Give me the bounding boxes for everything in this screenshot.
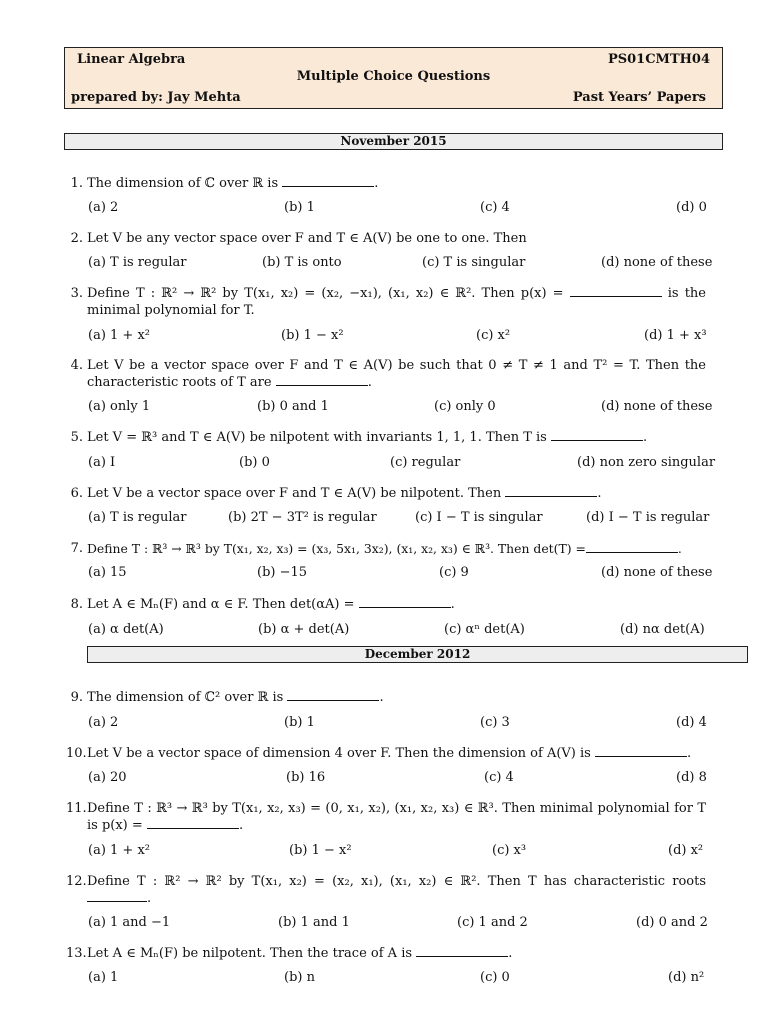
answer-blank bbox=[359, 596, 451, 608]
option-d: (d) none of these bbox=[601, 399, 713, 414]
option-a: (a) 2 bbox=[88, 200, 119, 215]
option-b: (b) 1 − x² bbox=[289, 843, 352, 858]
question-10: 10. Let V be a vector space of dimension 4 over F. Then the dimension of A(V) is . bbox=[66, 746, 692, 761]
option-d: (d) 4 bbox=[676, 715, 707, 730]
option-b: (b) α + det(A) bbox=[258, 622, 350, 637]
answer-blank bbox=[595, 745, 687, 757]
option-d: (d) 1 + x³ bbox=[644, 328, 707, 343]
option-b: (b) 0 bbox=[239, 455, 270, 470]
option-d: (d) non zero singular bbox=[577, 455, 716, 470]
option-d: (d) 0 and 2 bbox=[636, 915, 708, 930]
option-c: (c) 1 and 2 bbox=[457, 915, 528, 930]
option-c: (c) x² bbox=[476, 328, 511, 343]
question-4: 4. Let V be a vector space over F and T ∈ A(V) be such that 0 ≠ T ≠ 1 and T² = T. Then the characteristic roots of T are . bbox=[70, 358, 706, 390]
question-7: 7. Define T : ℝ³ → ℝ³ by T(x₁, x₂, x₃) = (x₃, 5x₁, 3x₂), (x₁, x₂, x₃) ∈ ℝ³. Then det(T) = . bbox=[70, 541, 682, 556]
option-c: (c) 0 bbox=[480, 970, 510, 985]
answer-blank bbox=[416, 945, 508, 957]
option-a: (a) 20 bbox=[88, 770, 127, 785]
option-c: (c) T is singular bbox=[422, 255, 526, 270]
question-9: 9. The dimension of ℂ² over ℝ is . bbox=[70, 690, 384, 705]
option-a: (a) 1 + x² bbox=[88, 843, 150, 858]
option-c: (c) I − T is singular bbox=[415, 510, 543, 525]
option-c: (c) 9 bbox=[439, 565, 469, 580]
source-line: Past Years’ Papers bbox=[572, 90, 706, 105]
course-code: PS01CMTH04 bbox=[607, 52, 710, 67]
option-b: (b) 1 and 1 bbox=[278, 915, 350, 930]
option-d: (d) x² bbox=[668, 843, 704, 858]
section-heading-december-2012: December 2012 bbox=[87, 646, 748, 663]
options-11 bbox=[88, 843, 706, 860]
option-b: (b) 1 − x² bbox=[281, 328, 344, 343]
question-8: 8. Let A ∈ Mₙ(F) and α ∈ F. Then det(αA) = . bbox=[70, 597, 455, 612]
author-line: prepared by: Jay Mehta bbox=[71, 90, 241, 105]
options-7 bbox=[88, 565, 713, 582]
option-a: (a) 2 bbox=[88, 715, 119, 730]
options-3 bbox=[88, 328, 706, 345]
question-5: 5. Let V = ℝ³ and T ∈ A(V) be nilpotent with invariants 1, 1, 1. Then T is . bbox=[70, 430, 648, 445]
option-c: (c) 4 bbox=[480, 200, 510, 215]
option-c: (c) αⁿ det(A) bbox=[444, 622, 525, 637]
course-title: Linear Algebra bbox=[77, 52, 186, 67]
option-b: (b) 16 bbox=[286, 770, 326, 785]
options-8 bbox=[88, 622, 706, 639]
option-a: (a) T is regular bbox=[88, 255, 187, 270]
option-b: (b) 0 and 1 bbox=[257, 399, 329, 414]
option-a: (a) α det(A) bbox=[88, 622, 164, 637]
option-d: (d) none of these bbox=[601, 255, 713, 270]
option-d: (d) none of these bbox=[601, 565, 713, 580]
answer-blank bbox=[282, 175, 374, 187]
question-12: 12. Define T : ℝ² → ℝ² by T(x₁, x₂) = (x₂, x₁), (x₁, x₂) ∈ ℝ². Then T has characteristic roots . bbox=[66, 874, 706, 906]
option-b: (b) 1 bbox=[284, 715, 315, 730]
option-d: (d) 0 bbox=[676, 200, 707, 215]
options-9 bbox=[88, 715, 706, 732]
option-b: (b) −15 bbox=[257, 565, 308, 580]
option-c: (c) 4 bbox=[484, 770, 514, 785]
option-a: (a) T is regular bbox=[88, 510, 187, 525]
answer-blank bbox=[147, 817, 239, 829]
document-title: Multiple Choice Questions bbox=[296, 69, 491, 84]
option-d: (d) nα det(A) bbox=[620, 622, 705, 637]
option-d: (d) 8 bbox=[676, 770, 707, 785]
option-c: (c) x³ bbox=[492, 843, 527, 858]
answer-blank bbox=[87, 890, 147, 902]
option-b: (b) 1 bbox=[284, 200, 315, 215]
options-1 bbox=[88, 200, 706, 217]
option-a: (a) only 1 bbox=[88, 399, 151, 414]
options-5 bbox=[88, 455, 716, 472]
options-2 bbox=[88, 255, 713, 272]
question-2: 2. Let V be any vector space over F and T ∈ A(V) be one to one. Then bbox=[70, 231, 527, 246]
option-b: (b) 2T − 3T² is regular bbox=[228, 510, 377, 525]
options-12 bbox=[88, 915, 706, 932]
question-11: 11. Define T : ℝ³ → ℝ³ by T(x₁, x₂, x₃) = (0, x₁, x₂), (x₁, x₂, x₃) ∈ ℝ³. Then minimal polynomial for T is p(x) = . bbox=[66, 801, 706, 833]
question-3: 3. Define T : ℝ² → ℝ² by T(x₁, x₂) = (x₂, −x₁), (x₁, x₂) ∈ ℝ². Then p(x) = is the minimal polynomial for T. bbox=[70, 286, 706, 318]
question-1: 1. The dimension of ℂ over ℝ is . bbox=[70, 176, 379, 191]
question-13: 13. Let A ∈ Mₙ(F) be nilpotent. Then the trace of A is . bbox=[66, 946, 513, 961]
option-c: (c) only 0 bbox=[434, 399, 496, 414]
option-a: (a) 1 and −1 bbox=[88, 915, 171, 930]
section-heading-november-2015: November 2015 bbox=[64, 133, 723, 150]
options-4 bbox=[88, 399, 713, 416]
options-6 bbox=[88, 510, 710, 527]
question-6: 6. Let V be a vector space over F and T ∈ A(V) be nilpotent. Then . bbox=[70, 486, 602, 501]
answer-blank bbox=[276, 374, 368, 386]
document-header bbox=[64, 47, 723, 109]
answer-blank bbox=[287, 689, 379, 701]
option-d: (d) I − T is regular bbox=[586, 510, 710, 525]
option-b: (b) T is onto bbox=[262, 255, 342, 270]
answer-blank bbox=[570, 285, 662, 297]
option-a: (a) 1 bbox=[88, 970, 119, 985]
option-d: (d) n² bbox=[668, 970, 705, 985]
answer-blank bbox=[586, 541, 678, 553]
option-a: (a) 15 bbox=[88, 565, 127, 580]
option-c: (c) 3 bbox=[480, 715, 510, 730]
option-c: (c) regular bbox=[390, 455, 461, 470]
option-b: (b) n bbox=[284, 970, 315, 985]
options-10 bbox=[88, 770, 706, 787]
options-13 bbox=[88, 970, 706, 987]
answer-blank bbox=[505, 485, 597, 497]
answer-blank bbox=[551, 429, 643, 441]
option-a: (a) I bbox=[88, 455, 116, 470]
option-a: (a) 1 + x² bbox=[88, 328, 150, 343]
